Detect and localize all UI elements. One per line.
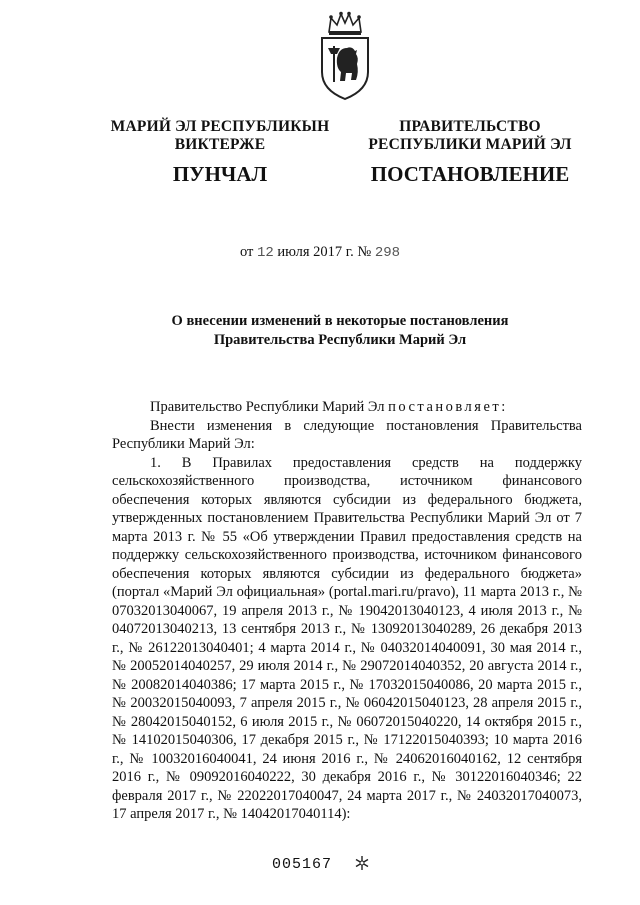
paragraph: 1. В Правилах предоставления средств на поддержку сельскохозяйственного производства, источником финансового обеспечения которых являются субсидии из федерального бюджета, утвержденных постановлением Правительства Республики Марий Эл от 7 марта 2013 г. № 55 «Об утверждении Правил предоставления средств на поддержку сельскохозяйственного производства, источником финансового обеспечения которых являются субсидии из федерального бюджета» (портал «Марий Эл официальная» (portal.mari.ru/pravo), 11 марта 2013 г., № 07032013040067, 19 апреля 2013 г., № 19042013040123, 4 июля 2013 г., № 04072013040213, 13 сентября 2013 г., № 13092013040289, 26 декабря 2013 г., № 26122013040401; 4 марта 2014 г., № 04032014040091, 30 мая 2014 г., № 20052014040257, 29 июля 2014 г., № 29072014040352, 20 августа 2014 г., № 20082014040386; 17 марта 2015 г., № 17032015040086, 20 марта 2015 г., № 20032015040093, 7 апреля 2015 г., № 06042015040123, 28 апреля 2015 г., № 28042015040152, 6 июля 2015 г., № 06072015040220, 14 октября 2015 г., № 14102015040306, 17 декабря 2015 г., № 17122015040393; 10 марта 2016 г., № 10032016040041, 24 июня 2016 г., № 24062016040162, 12 сентября 2016 г., № 09092016040222, 30 декабря 2016 г., № 30122016040346; 22 февраля 2017 г., № 22022017040047, 24 марта 2017 г., № 24032017040073, 17 апреля 2017 г., № 14042017040114): — [112, 454, 582, 822]
document-number: 298 — [374, 245, 401, 261]
form-serial-number: 005167 — [272, 856, 333, 873]
header-left — [100, 118, 340, 154]
date-prefix: от — [239, 244, 254, 260]
title-line: Правительства Республики Марий Эл — [213, 332, 467, 348]
doc-type-russian: ПОСТАНОВЛЕНИЕ — [370, 162, 570, 186]
header-right-line: ПРАВИТЕЛЬСТВО — [399, 118, 541, 135]
coat-of-arms-icon — [315, 10, 375, 102]
date-month-year: июля 2017 г. № — [277, 244, 372, 260]
document-body — [112, 398, 582, 824]
doc-type-mari: ПУНЧАЛ — [172, 162, 268, 186]
asterisk-icon — [354, 855, 370, 871]
date-line — [0, 244, 640, 261]
intro-paragraph — [112, 398, 582, 417]
header-right-line: РЕСПУБЛИКИ МАРИЙ ЭЛ — [368, 136, 572, 153]
paragraph: Внести изменения в следующие постановления Правительства Республики Марий Эл: — [112, 417, 582, 452]
header-left-line: ВИКТЕРЖЕ — [174, 136, 266, 153]
document-title — [100, 312, 580, 350]
date-day: 12 — [256, 245, 274, 261]
title-line: О внесении изменений в некоторые постановления — [171, 313, 509, 329]
header-left-line: МАРИЙ ЭЛ РЕСПУБЛИКЫН — [110, 118, 330, 135]
intro-spaced-word: постановляет: — [388, 399, 508, 415]
intro-text: Правительство Республики Марий Эл — [150, 399, 385, 415]
header-right — [360, 118, 580, 154]
